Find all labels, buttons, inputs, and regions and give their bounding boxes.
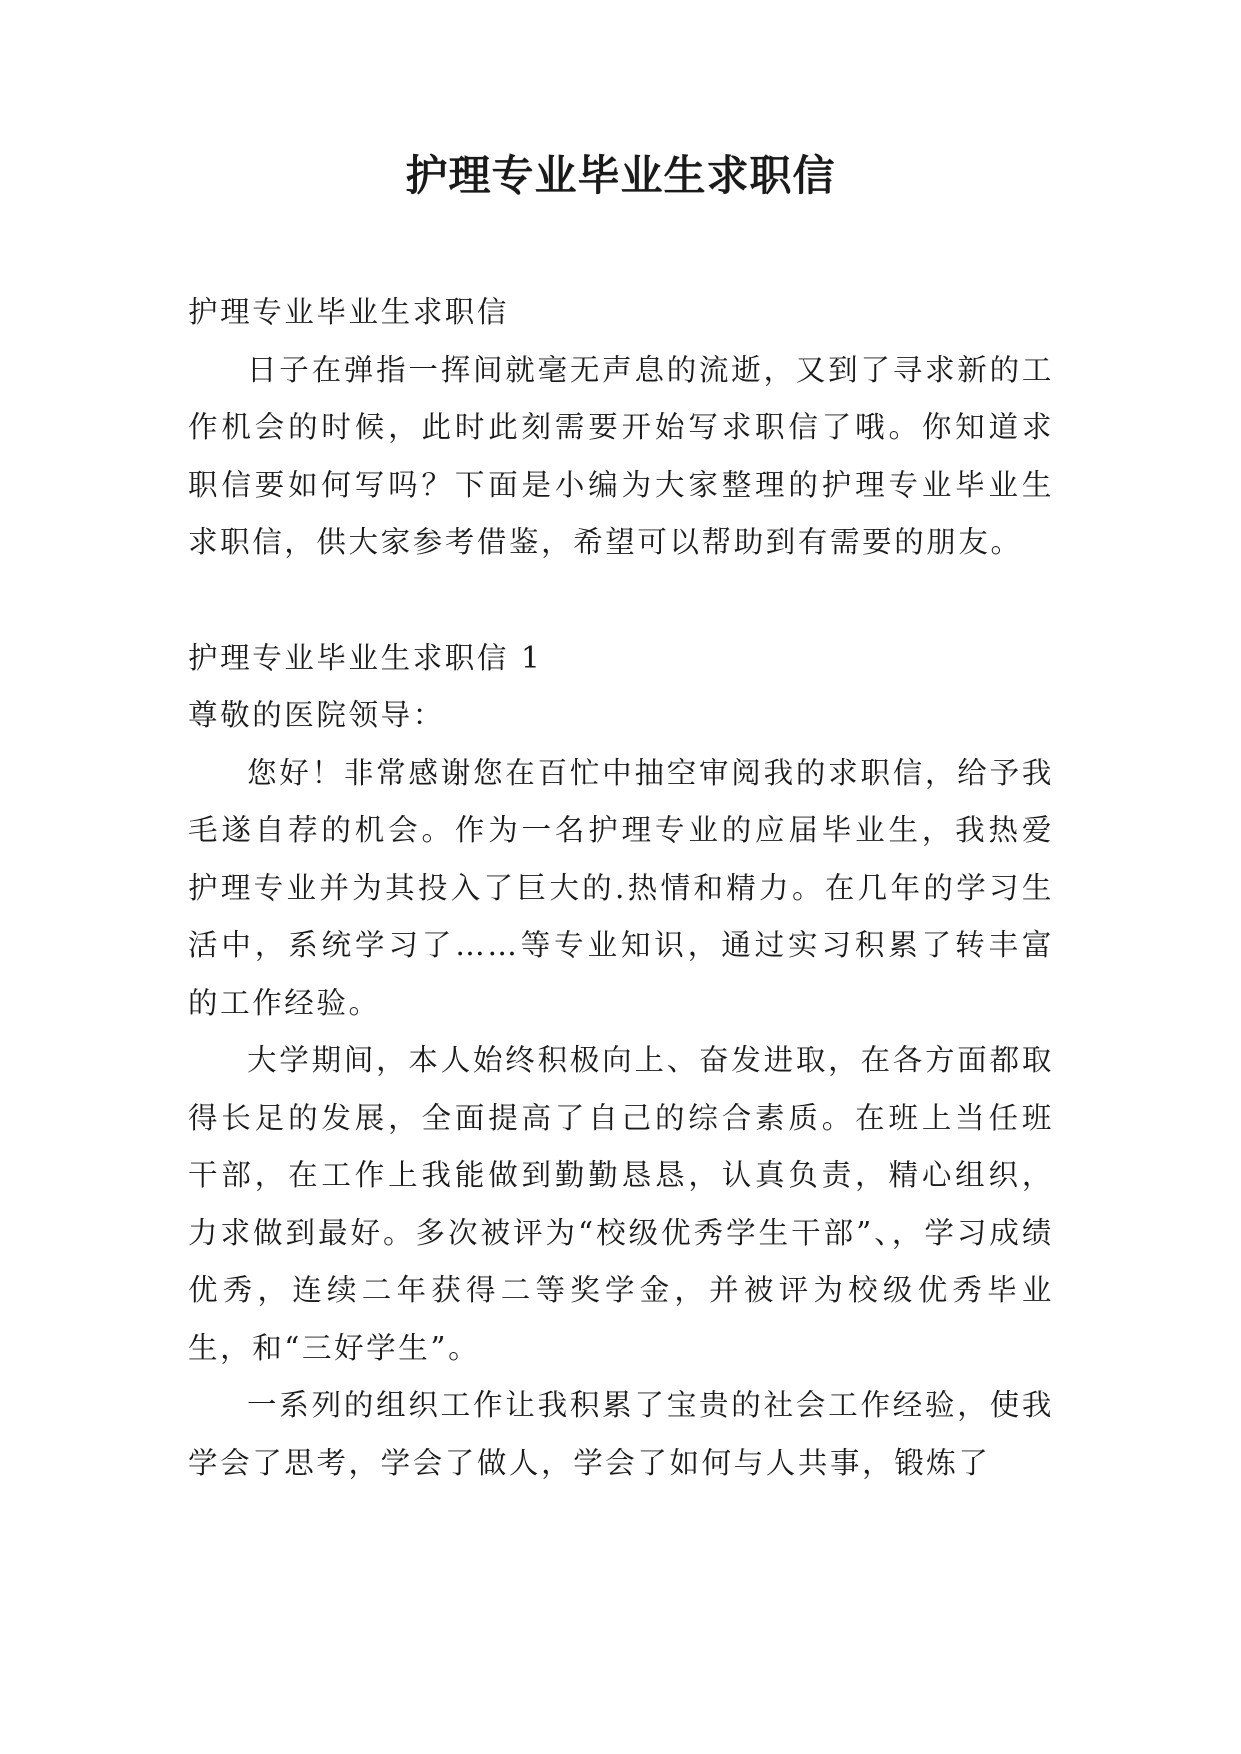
letter-salutation: 尊敬的医院领导：	[188, 698, 445, 732]
section-spacer	[188, 572, 1054, 630]
letter-paragraph: 一系列的组织工作让我积累了宝贵的社会工作经验，使我学会了思考，学会了做人，学会了如何与人共事，锻炼了	[188, 1388, 1054, 1480]
intro-paragraph: 日子在弹指一挥间就毫无声息的流逝，又到了寻求新的工作机会的时候，此时此刻需要开始写求职信了哦。你知道求职信要如何写吗？下面是小编为大家整理的护理专业毕业生求职信，供大家参考借鉴，希望可以帮助到有需要的朋友。	[188, 352, 1054, 559]
letter-paragraph: 大学期间，本人始终积极向上、奋发进取，在各方面都取得长足的发展，全面提高了自己的综合素质。在班上当任班干部，在工作上我能做到勤勤恳恳，认真负责，精心组织，力求做到最好。多次被评为“校级优秀学生干部”、，学习成绩优秀，连续二年获得二等奖学金，并被评为校级优秀毕业生，和“三好学生”。	[188, 1043, 1054, 1365]
letter-paragraph: 您好！非常感谢您在百忙中抽空审阅我的求职信，给予我毛遂自荐的机会。作为一名护理专业的应届毕业生，我热爱护理专业并为其投入了巨大的.热情和精力。在几年的学习生活中，系统学习了……等专业知识，通过实习积累了转丰富的工作经验。	[188, 755, 1054, 1020]
letter-heading: 护理专业毕业生求职信 1	[188, 640, 543, 675]
document-body	[188, 284, 1054, 1492]
intro-heading: 护理专业毕业生求职信	[188, 295, 510, 329]
document-title: 护理专业毕业生求职信	[405, 151, 836, 200]
